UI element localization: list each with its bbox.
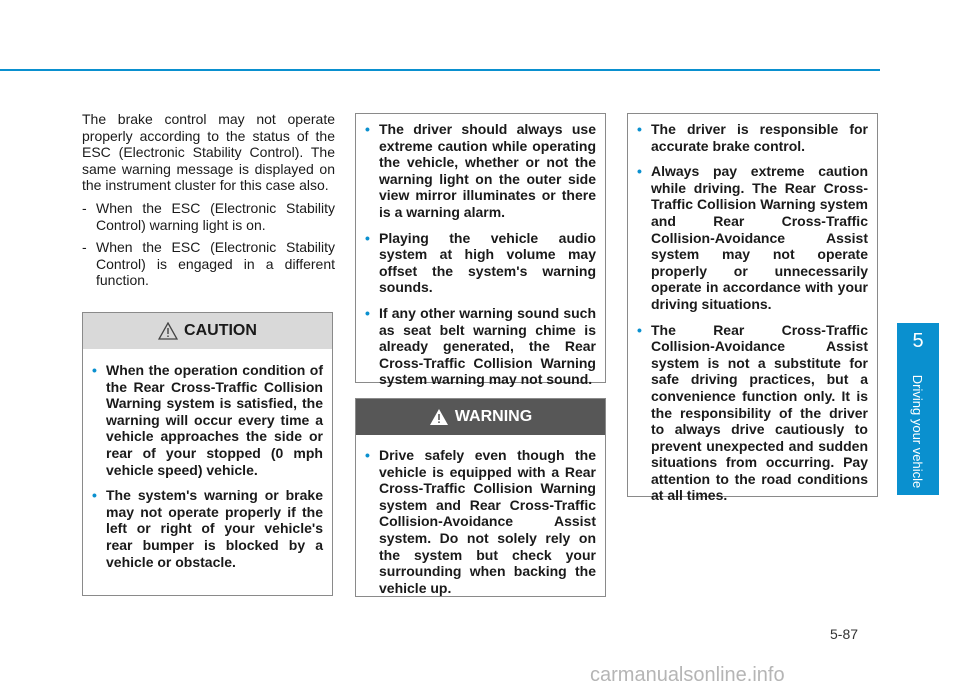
- watermark: carmanualsonline.info: [590, 664, 785, 686]
- caution-item: • The system's warning or brake may not operate properly if the left or right of your vehicle's rear bumper is blocked by a vehicle or obstacle.: [92, 487, 323, 570]
- chapter-tab: [897, 323, 939, 495]
- intro-item: - When the ESC (Electronic Stability Control) warning light is on.: [82, 199, 335, 233]
- warning-item: • Drive safely even though the vehicle is equipped with a Rear Cross-Traffic Collision Warning system and Rear Cross-Traffic Collision-Avoidance Assist system. Do not solely rely on the system but check your surrounding when backing the vehicle up.: [365, 447, 596, 596]
- caution-title: CAUTION: [184, 322, 257, 339]
- intro-text: [82, 111, 335, 289]
- caution-header: [83, 313, 332, 349]
- warning-title: WARNING: [454, 408, 533, 425]
- intro-item-text: When the ESC (Electronic Stability Control) is engaged in a different function.: [96, 239, 335, 289]
- intro-item-text: When the ESC (Electronic Stability Control) warning light is on.: [96, 199, 335, 233]
- intro-item: - When the ESC (Electronic Stability Control) is engaged in a different function.: [82, 239, 335, 289]
- caution-item: • When the operation condition of the Rear Cross-Traffic Collision Warning system is satisfied, the warning will occur every time a vehicle approaches the side or rear of your stopped (0 mph vehicle speed) vehicle.: [92, 362, 323, 478]
- warning-continued-box: [627, 113, 878, 504]
- warning-continued-box: [355, 113, 606, 388]
- intro-paragraph: The brake control may not operate properly according to the status of the ESC (Electronic Stability Control). The same warning message is displayed on the instrument cluster for this case also.: [82, 111, 335, 194]
- caution-triangle-icon: [158, 322, 178, 340]
- chapter-number: 5: [912, 330, 924, 352]
- warning-triangle-icon: [429, 408, 449, 426]
- warning-item: • The Rear Cross-Traffic Collision-Avoidance Assist system is not a substitute for safe driving practices, but a convenience function only. It is the responsibility of the driver to always drive cautiously to prevent unexpected and sudden situations from occurring. Pay attention to the road conditions at all times.: [637, 321, 868, 504]
- warning-box: [355, 398, 606, 597]
- warning-item: • Playing the vehicle audio system at high volume may offset the system's warning sounds.: [365, 229, 596, 296]
- page-number: 5-87: [830, 626, 859, 642]
- chapter-label: Driving your vehicle: [910, 374, 926, 488]
- warning-item: • If any other warning sound such as seat belt warning chime is already generated, the Rear Cross-Traffic Collision Warning system warning may not sound.: [365, 304, 596, 388]
- warning-item: • The driver is responsible for accurate brake control.: [637, 121, 868, 154]
- warning-header: [356, 399, 605, 435]
- warning-item: • Always pay extreme caution while driving. The Rear Cross-Traffic Collision Warning system and Rear Cross-Traffic Collision-Avoidance Assist system may not operate properly or unnecessarily operate in accordance with your driving situations.: [637, 163, 868, 312]
- header-rule: [0, 69, 880, 71]
- warning-item: • The driver should always use extreme caution while operating the vehicle, whether or not the warning light on the outer side view mirror illuminates or there is a warning alarm.: [365, 121, 596, 220]
- caution-box: [82, 312, 333, 596]
